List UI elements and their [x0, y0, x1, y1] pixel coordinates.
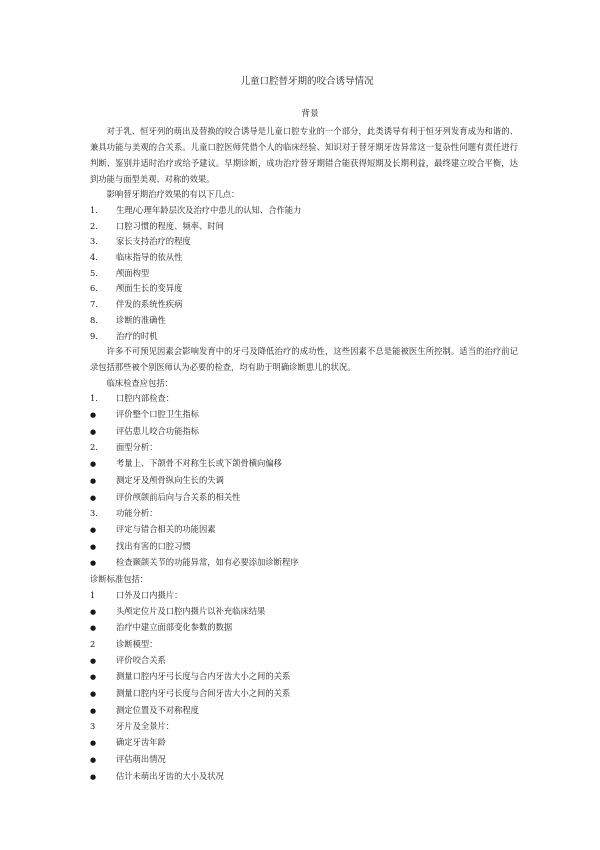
bullet-text: 找出有害的口腔习惯: [116, 540, 191, 551]
bullet-text: 评价咬合关系: [116, 654, 166, 665]
bullet-icon: ●: [90, 706, 97, 715]
bullet-item: [90, 653, 518, 670]
bullet-item: [90, 407, 518, 424]
item-text: 诊断模型：: [116, 638, 158, 649]
bullet-text: 测定位置及不对称程度: [116, 704, 199, 715]
intro-paragraph: 对于乳、恒牙列的萌出及替换的咬合诱导是儿童口腔专业的一个部分，此类诱导有利于恒牙列发育成为和谐的、兼具功能与美观的合关系。儿童口腔医师凭借个人的临床经验、知识对于替牙期牙齿异常这一复杂性问题有责任进行判断、鉴别并适时治疗或给予建议。早期诊断，成功治疗替牙期错合能获得短期及长期利益，最终建立咬合平衡，达到功能与面型美观、对称的效果。: [90, 126, 518, 184]
item-number: 9.: [90, 330, 98, 341]
item-text: 临床指导的依从性: [116, 252, 183, 263]
bullet-icon: ●: [90, 525, 97, 534]
exam-list: [90, 391, 518, 572]
list-item: [90, 234, 518, 250]
bullet-item: [90, 604, 518, 621]
bullet-text: 评估萌出情况: [116, 753, 166, 764]
bullet-text: 评估患儿咬合功能指标: [116, 425, 199, 436]
bullet-text: 治疗中建立面部变化参数的数据: [116, 622, 233, 633]
list-item: [90, 219, 518, 235]
bullet-icon: ●: [90, 559, 97, 568]
item-number: 4.: [90, 252, 98, 263]
bullet-icon: ●: [90, 656, 97, 665]
item-text: 治疗的时机: [116, 330, 158, 341]
item-number: 3.: [90, 508, 98, 519]
bullet-icon: ●: [90, 755, 97, 764]
bullet-icon: ●: [90, 772, 97, 781]
list-item: [90, 313, 518, 329]
exam-heading: 临床检查应包括：: [106, 377, 173, 388]
bullet-text: 评定与错合相关的功能因素: [116, 523, 216, 534]
item-number: 1.: [90, 393, 98, 404]
bullet-icon: ●: [90, 690, 97, 699]
item-text: 颅面生长的变异度: [116, 283, 183, 294]
item-number: 3: [90, 721, 96, 732]
bullet-icon: ●: [90, 411, 97, 420]
list-item: [90, 281, 518, 297]
bullet-item: [90, 490, 518, 507]
bullet-item: [90, 456, 518, 473]
bullet-item: [90, 522, 518, 539]
list-item: [90, 203, 518, 219]
bullet-text: 考量上、下颌骨不对称生长或下颌骨横向偏移: [116, 458, 282, 469]
list-item: [90, 506, 518, 522]
bullet-item: [90, 555, 518, 572]
bullet-item: [90, 752, 518, 769]
bullet-item: [90, 473, 518, 490]
list-item: [90, 297, 518, 313]
item-number: 5.: [90, 267, 98, 278]
item-number: 1.: [90, 204, 98, 215]
bullet-text: 估计未萌出牙齿的大小及状况: [116, 770, 224, 781]
bullet-item: [90, 424, 518, 441]
bullet-icon: ●: [90, 493, 97, 502]
item-number: 6.: [90, 283, 98, 294]
bullet-icon: ●: [90, 476, 97, 485]
list-item: [90, 719, 518, 735]
item-text: 伴发的系统性疾病: [116, 299, 183, 310]
bullet-text: 头颅定位片及口腔内摄片以补充临床结果: [116, 605, 266, 616]
bullet-text: 测量口腔内牙弓长度与合间牙齿大小之间的关系: [116, 688, 291, 699]
diag-list: [90, 588, 518, 785]
bullet-item: [90, 703, 518, 720]
item-number: 1: [90, 589, 96, 600]
item-text: 生理/心理年龄层次及治疗中患儿的认知、合作能力: [116, 204, 302, 215]
bullet-icon: ●: [90, 739, 97, 748]
list-item: [90, 250, 518, 266]
bullet-item: [90, 686, 518, 703]
bullet-icon: ●: [90, 460, 97, 469]
item-number: 2.: [90, 220, 98, 231]
list-item: [90, 329, 518, 345]
item-text: 牙片及全景片：: [116, 721, 175, 732]
bullet-text: 检查颞颌关节的功能异常，如有必要添加诊断程序: [116, 557, 299, 568]
bullet-icon: ●: [90, 542, 97, 551]
bullet-item: [90, 620, 518, 637]
item-text: 功能分析：: [116, 508, 158, 519]
item-number: 2: [90, 638, 96, 649]
unpredictable-paragraph: 许多不可预见因素会影响发育中的牙弓及降低治疗的成功性，这些因素不总是能被医生所控制。适当的治疗前记录包括那些被个别医师认为必要的检查，均有助于明确诊断患儿的状况。: [90, 346, 518, 372]
item-text: 面型分析：: [116, 442, 158, 453]
bullet-icon: ●: [90, 673, 97, 682]
document-title: 儿童口腔替牙期的咬合诱导情况: [240, 76, 374, 87]
list-item: [90, 588, 518, 604]
list-item: [90, 440, 518, 456]
bullet-text: 评价颅颌前后向与合关系的相关性: [116, 491, 241, 502]
item-number: 7.: [90, 299, 98, 310]
bullet-item: [90, 669, 518, 686]
bullet-text: 测定牙及颅骨纵向生长的失调: [116, 474, 224, 485]
bullet-icon: ●: [90, 427, 97, 436]
list-item: [90, 637, 518, 653]
bullet-item: [90, 769, 518, 786]
item-text: 诊断的准确性: [116, 314, 166, 325]
item-number: 8.: [90, 314, 98, 325]
item-text: 颅面构型: [116, 267, 150, 278]
factors-list: [90, 203, 518, 344]
bullet-icon: ●: [90, 607, 97, 616]
bullet-text: 确定牙齿年龄: [116, 737, 166, 748]
item-text: 家长支持治疗的程度: [116, 236, 191, 247]
factors-heading: 影响替牙期治疗效果的有以下几点：: [106, 189, 240, 200]
item-number: 3.: [90, 236, 98, 247]
list-item: [90, 266, 518, 282]
section-heading-background: 背景: [301, 108, 319, 119]
item-text: 口腔内部检查：: [116, 393, 175, 404]
bullet-text: 评价整个口腔卫生指标: [116, 409, 199, 420]
list-item: [90, 391, 518, 407]
bullet-item: [90, 539, 518, 556]
bullet-item: [90, 735, 518, 752]
bullet-icon: ●: [90, 624, 97, 633]
item-number: 2.: [90, 442, 98, 453]
diag-heading: 诊断标准包括：: [90, 574, 149, 585]
item-text: 口腔习惯的程度、频率、时间: [116, 220, 224, 231]
bullet-text: 测量口腔内牙弓长度与合内牙齿大小之间的关系: [116, 671, 291, 682]
item-text: 口外及口内摄片：: [116, 589, 183, 600]
